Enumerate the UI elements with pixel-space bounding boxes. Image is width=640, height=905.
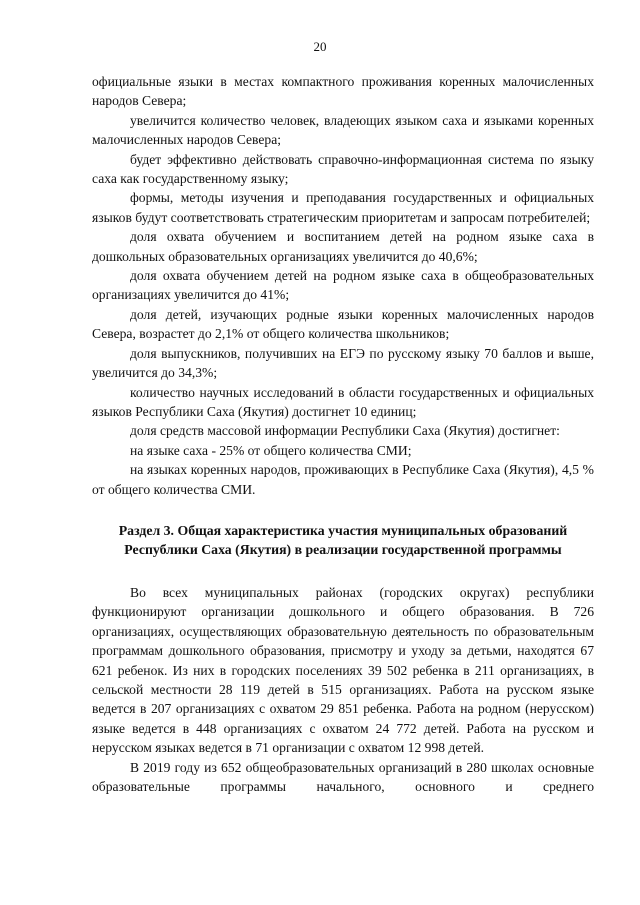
page-content xyxy=(92,72,594,796)
body-paragraph: Во всех муниципальных районах (городских округах) республики функционируют организации дошкольного и общего образования. В 726 организациях, осуществляющих образовательную деятельность по образовательным программам дошкольного образования, присмотру и уходу за детьми, находятся 67 621 ребенок. Из них в городских поселениях 39 502 ребенка в 211 организациях, в сельской местности 28 119 детей в 515 организациях. Работа на русском языке ведется в 207 организациях с охватом 29 851 ребенка. Работа на родном (нерусском) языке ведется в 448 организациях с охватом 24 772 детей. Работа на русском и нерусском языках ведется в 71 организации с охватом 12 998 детей. xyxy=(92,584,594,756)
list-item: доля средств массовой информации Республики Саха (Якутия) достигнет: xyxy=(130,423,560,439)
section-body xyxy=(92,583,594,796)
list-item: формы, методы изучения и преподавания государственных и официальных языков будут соответствовать стратегическим приоритетам и запросам потребителей; xyxy=(92,190,594,225)
section-heading xyxy=(92,521,594,559)
list-item: количество научных исследований в области государственных и официальных языков Республики Саха (Якутия) достигнет 10 единиц; xyxy=(92,384,594,419)
section-heading-line: Раздел 3. Общая характеристика участия муниципальных образований xyxy=(118,522,568,538)
list-item: официальные языки в местах компактного проживания коренных малочисленных народов Севера; xyxy=(92,74,594,109)
list-item: увеличится количество человек, владеющих языком саха и языками коренных малочисленных народов Севера; xyxy=(92,112,594,148)
list-item: доля выпускников, получивших на ЕГЭ по русскому языку 70 баллов и выше, увеличится до 34,3%; xyxy=(92,345,594,381)
section-heading-line: Республики Саха (Якутия) в реализации государственной программы xyxy=(124,541,562,557)
list-item: будет эффективно действовать справочно-информационная система по языку саха как государственному языку; xyxy=(92,151,594,187)
list-item: доля охвата обучением детей на родном языке саха в общеобразовательных организациях увеличится до 41%; xyxy=(92,268,594,303)
list-item: доля охвата обучением и воспитанием детей на родном языке саха в дошкольных образовательных организациях увеличится до 40,6%; xyxy=(92,229,594,264)
list-item: на языке саха - 25% от общего количества СМИ; xyxy=(130,442,412,458)
page-number: 20 xyxy=(313,39,327,54)
body-paragraph: В 2019 году из 652 общеобразовательных организаций в 280 школах основные образовательные программы начального, основного и среднего xyxy=(92,759,594,794)
list-item: доля детей, изучающих родные языки коренных малочисленных народов Севера, возрастет до 2,1% от общего количества школьников; xyxy=(92,306,594,342)
list-item: на языках коренных народов, проживающих в Республике Саха (Якутия), 4,5 % от общего количества СМИ. xyxy=(92,462,594,497)
